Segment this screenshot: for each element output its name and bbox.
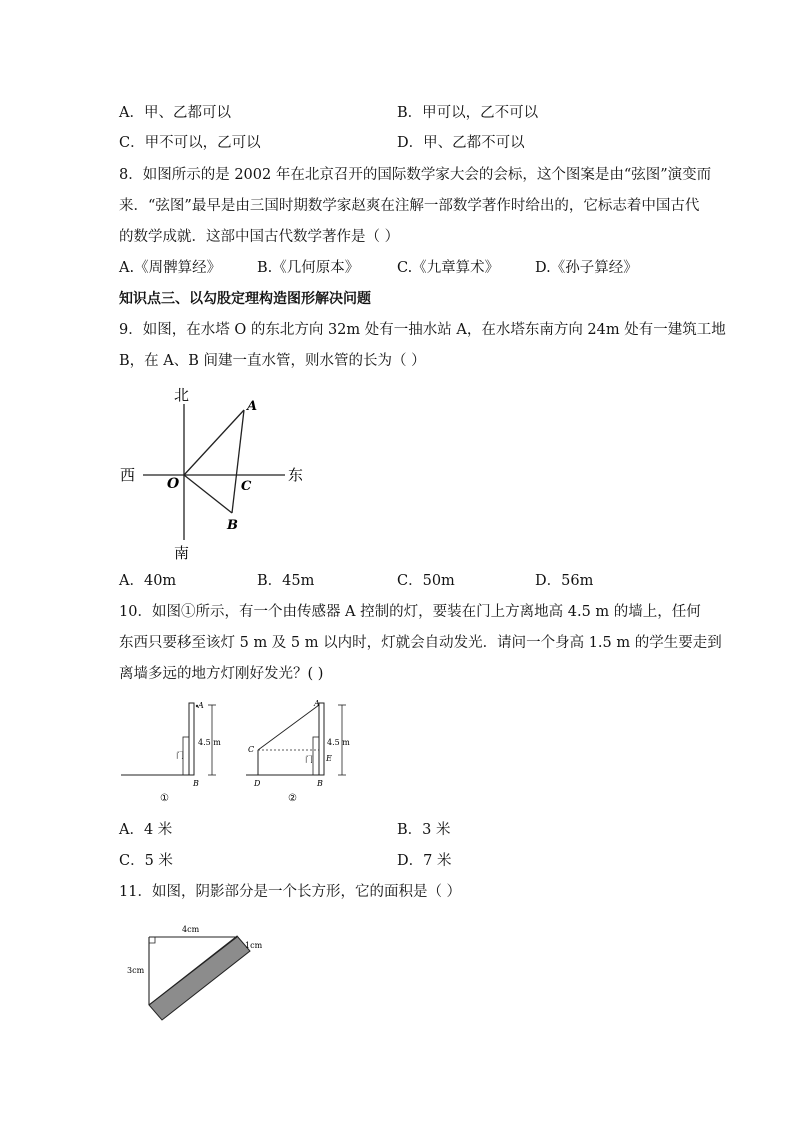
q8-option-d: D.《孙子算经》 (535, 260, 638, 276)
q10-option-a: A．4 米 (119, 822, 173, 838)
svg-text:门: 门 (305, 755, 313, 764)
q9-option-a: A．40m (119, 573, 177, 589)
label-south: 南 (174, 544, 190, 562)
label-a: A (247, 399, 258, 414)
q11-text-line-1: 11．如图，阴影部分是一个长方形，它的面积是（ ） (119, 884, 462, 900)
segment-oa (184, 410, 244, 475)
label-o: O (167, 476, 180, 492)
q9-option-d: D．56m (535, 573, 594, 589)
right-angle-mark (149, 937, 155, 943)
q9-text-line-1: 9．如图，在水塔 O 的东北方向 32m 处有一抽水站 A，在水塔东南方向 24m 处有一建筑工地 (119, 322, 726, 338)
label-b: B (227, 518, 238, 533)
segment-ab (232, 410, 244, 513)
q7-option-b: B．甲可以，乙不可以 (397, 105, 539, 121)
shaded-rectangle (149, 936, 250, 1020)
label-north: 北 (174, 386, 190, 404)
q8-option-a: A.《周髀算经》 (119, 260, 222, 276)
svg-text:4.5 m: 4.5 m (198, 738, 221, 747)
q10-option-d: D．7 米 (397, 853, 452, 869)
q10-text-line-3: 离墙多远的地方灯刚好发光？( ) (119, 666, 324, 682)
q10-option-b: B．3 米 (397, 822, 451, 838)
q10-option-c: C．5 米 (119, 853, 173, 869)
q10-text-line-1: 10．如图①所示，有一个由传感器 A 控制的灯，要装在门上方离地高 4.5 m 的墙上，任何 (119, 604, 701, 620)
svg-text:B: B (193, 779, 199, 788)
q7-option-d: D．甲、乙都不可以 (397, 135, 525, 151)
q10-text-line-2: 东西只要移至该灯 5 m 及 5 m 以内时，灯就会自动发光．请问一个身高 1.5 m 的学生要走到 (119, 635, 722, 651)
svg-text:C: C (248, 745, 255, 754)
svg-text:E: E (326, 754, 332, 763)
svg-text:B: B (317, 779, 323, 788)
label-west: 西 (120, 466, 136, 484)
label-east: 东 (288, 466, 304, 484)
q9-text-line-2: B，在 A、B 间建一直水管，则水管的长为（ ） (119, 353, 426, 369)
q8-text-line-2: 来．“弦图”最早是由三国时期数学家赵爽在注解一部数学著作时给出的，它标志着中国古代 (119, 198, 700, 214)
svg-text:②: ② (288, 793, 297, 804)
q9-figure (110, 380, 320, 565)
fig2-segment-ca (258, 705, 319, 750)
section-heading: 知识点三、以勾股定理构造图形解决问题 (119, 291, 371, 307)
svg-text:门: 门 (176, 751, 184, 760)
q8-text-line-3: 的数学成就．这部中国古代数学著作是（ ） (119, 229, 400, 245)
svg-text:A: A (314, 699, 320, 708)
svg-text:A: A (198, 701, 204, 710)
fig2-door (313, 737, 319, 775)
label-c: C (241, 479, 252, 494)
q9-option-c: C．50m (397, 573, 455, 589)
svg-text:D: D (254, 779, 261, 788)
svg-text:4cm: 4cm (182, 925, 200, 934)
q9-option-b: B．45m (257, 573, 315, 589)
fig1-wall (189, 703, 194, 775)
svg-text:①: ① (160, 793, 169, 804)
q11-figure (120, 920, 280, 1030)
segment-ob (184, 475, 232, 513)
svg-text:1cm: 1cm (245, 941, 263, 950)
svg-text:4.5 m: 4.5 m (327, 738, 350, 747)
q7-option-c: C．甲不可以，乙可以 (119, 135, 261, 151)
svg-text:3cm: 3cm (127, 966, 145, 975)
q8-text-line-1: 8．如图所示的是 2002 年在北京召开的国际数学家大会的会标，这个图案是由“弦图”演变而 (119, 167, 712, 183)
q10-figure (118, 695, 358, 810)
fig2-wall (319, 703, 324, 775)
q7-option-a: A．甲、乙都可以 (119, 105, 231, 121)
q8-option-c: C.《九章算术》 (397, 260, 500, 276)
q8-option-b: B.《几何原本》 (257, 260, 360, 276)
